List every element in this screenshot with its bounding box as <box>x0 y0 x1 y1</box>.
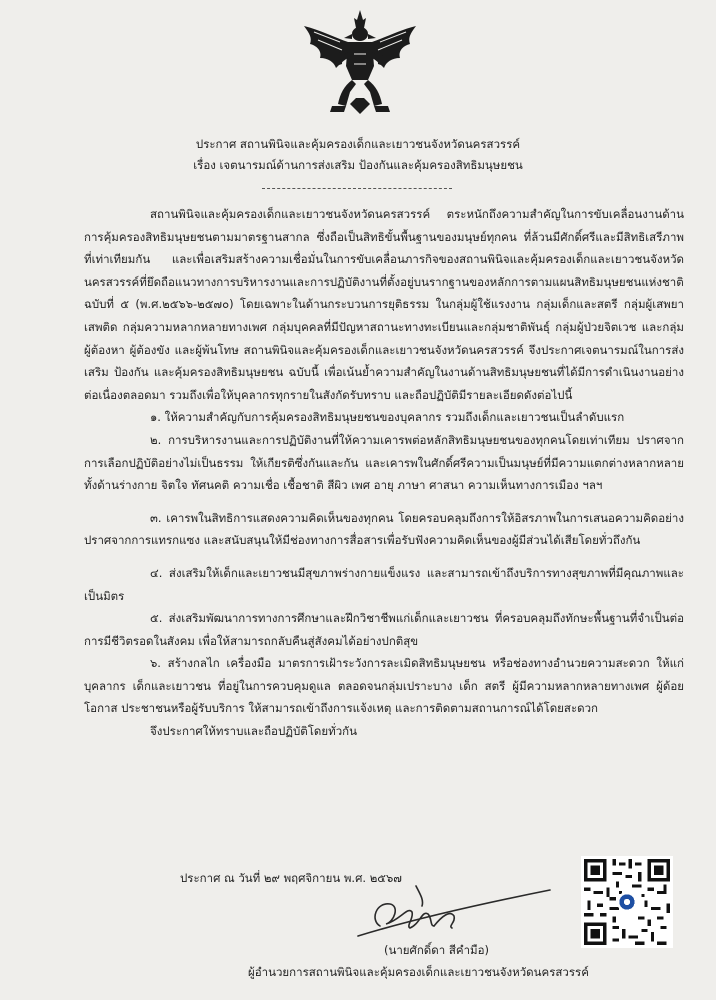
announcement-body <box>84 203 684 743</box>
list-item: ๓. เคารพในสิทธิการแสดงความคิดเห็นของทุกคน โดยครอบคลุมถึงการให้อิสรภาพในการเสนอความคิดอย่างปราศจากการแทรกแซง และสนับสนุนให้มีช่องทางการสื่อสารเพื่อรับฟังความคิดเห็นของผู้มีส่วนได้เสียโดยทั่วถึงกัน <box>84 510 684 548</box>
qr-code-icon[interactable] <box>581 856 673 948</box>
list-item: ๕. ส่งเสริมพัฒนาการทางการศึกษาและฝึกวิชาชีพแก่เด็กและเยาวชน ที่ครอบคลุมถึงทักษะพื้นฐานที่จำเป็นต่อการมีชีวิตรอดในสังคม เพื่อให้สามารถกลับคืนสู่สังคมได้อย่างปกติสุข <box>84 611 684 648</box>
date-rest: พฤศจิกายน พ.ศ. ๒๕๖๗ <box>283 871 402 885</box>
intro-paragraph: สถานพินิจและคุ้มครองเด็กและเยาวชนจังหวัดนครสวรรค์ ตระหนักถึงความสำคัญในการขับเคลื่อนงานด้านการคุ้มครองสิทธิมนุษยชนตามมาตรฐานสากล ซึ่งถือเป็นสิทธิขั้นพื้นฐานของมนุษย์ทุกคน ที่ล้วนมีศักดิ์ศรีและมีสิทธิเสรีภาพที่เท่าเทียมกัน และเพื่อเสริมสร้างความเชื่อมั่นในการขับเคลื่อนภารกิจของสถานพินิจและคุ้มครองเด็กและเยาวชนจังหวัดนครสวรรค์ที่ยึดถือแนวทางการบริหารงานและการปฏิบัติงานที่ตั้งอยู่บนรากฐานของหลักการตามแผนสิทธิมนุษยชนแห่งชาติฉบับที่ ๕ (พ.ศ.๒๕๖๖-๒๕๗๐) โดยเฉพาะในด้านกระบวนการยุติธรรม ในกลุ่มผู้ใช้แรงงาน กลุ่มเด็กและสตรี กลุ่มผู้เสพยาเสพติด กลุ่มความหลากหลายทางเพศ กลุ่มบุคคลที่มีปัญหาสถานะทางทะเบียนและกลุ่มชาติพันธุ์ กลุ่มผู้ป่วยจิตเวช และกลุ่มผู้ต้องหา ผู้ต้องขัง และผู้พ้นโทษ สถานพินิจและคุ้มครองเด็กและเยาวชนจังหวัดนครสวรรค์ จึงประกาศเจตนารมณ์ในการส่งเสริม ป้องกัน และคุ้มครองสิทธิมนุษยชน ฉบับนี้ เพื่อเน้นย้ำความสำคัญในงานด้านสิทธิมนุษยชนที่ได้มีการดำเนินงานอย่างต่อเนื่องตลอดมา รวมถึงเพื่อให้บุคลากรทุกรายในสังกัดรับทราบ และถือปฏิบัติมีรายละเอียดดังต่อไปนี้ <box>84 207 684 402</box>
signer-name: (นายศักดิ์ดา สีคำมือ) <box>384 943 489 957</box>
closing-line: จึงประกาศให้ทราบและถือปฏิบัติโดยทั่วกัน <box>150 724 357 739</box>
announcement-title: ประกาศ สถานพินิจและคุ้มครองเด็กและเยาวชนจังหวัดนครสวรรค์ <box>195 137 521 151</box>
announcement-subject: เรื่อง เจตนารมณ์ด้านการส่งเสริม ป้องกันและคุ้มครองสิทธิมนุษยชน <box>193 158 523 172</box>
list-item: ๖. สร้างกลไก เครื่องมือ มาตรการเฝ้าระวังการละเมิดสิทธิมนุษยชน หรือช่องทางอำนวยความสะดวก ให้แก่ บุคลากร เด็กและเยาวชน ที่อยู่ในการควบคุมดูแล ตลอดจนกลุ่มเปราะบาง เด็ก สตรี ผู้มีความหลากหลายทางเพศ ผู้ด้อยโอกาส ประชาชนหรือผู้รับบริการ ให้สามารถเข้าถึงการแจ้งเหตุ และการติดตามสถานการณ์ได้โดยสะดวก <box>84 656 684 716</box>
signer-position: ผู้อำนวยการสถานพินิจและคุ้มครองเด็กและเยาวชนจังหวัดนครสวรรค์ <box>248 965 589 979</box>
list-item: ๒. การบริหารงานและการปฏิบัติงานที่ให้ความเคารพต่อหลักสิทธิมนุษยชนของทุกคนโดยเท่าเทียม ปราศจากการเลือกปฏิบัติอย่างไม่เป็นธรรม ให้เกียรติซึ่งกันและกัน และเคารพในศักดิ์ศรีความเป็นมนุษย์ที่มีความแตกต่างหลากหลาย ทั้งด้านร่างกาย จิตใจ ทัศนคติ ความเชื่อ เชื้อชาติ สีผิว เพศ อายุ ภาษา ศาสนา ความเห็นทางการเมือง ฯลฯ <box>84 432 684 493</box>
list-item: ๑. ให้ความสำคัญกับการคุ้มครองสิทธิมนุษยชนของบุคลากร รวมถึงเด็กและเยาวชนเป็นลำดับแรก <box>150 410 625 425</box>
header-divider <box>262 188 452 189</box>
garuda-emblem-icon <box>300 8 420 116</box>
list-item: ๔. ส่งเสริมให้เด็กและเยาวชนมีสุขภาพร่างกายแข็งแรง และสามารถเข้าถึงบริการทางสุขภาพที่มีคุณภาพและเป็นมิตร <box>84 565 684 603</box>
handwritten-signature <box>350 876 560 946</box>
date-day: ๒๙ <box>263 871 280 885</box>
date-prefix: ประกาศ ณ วันที่ <box>180 871 261 885</box>
